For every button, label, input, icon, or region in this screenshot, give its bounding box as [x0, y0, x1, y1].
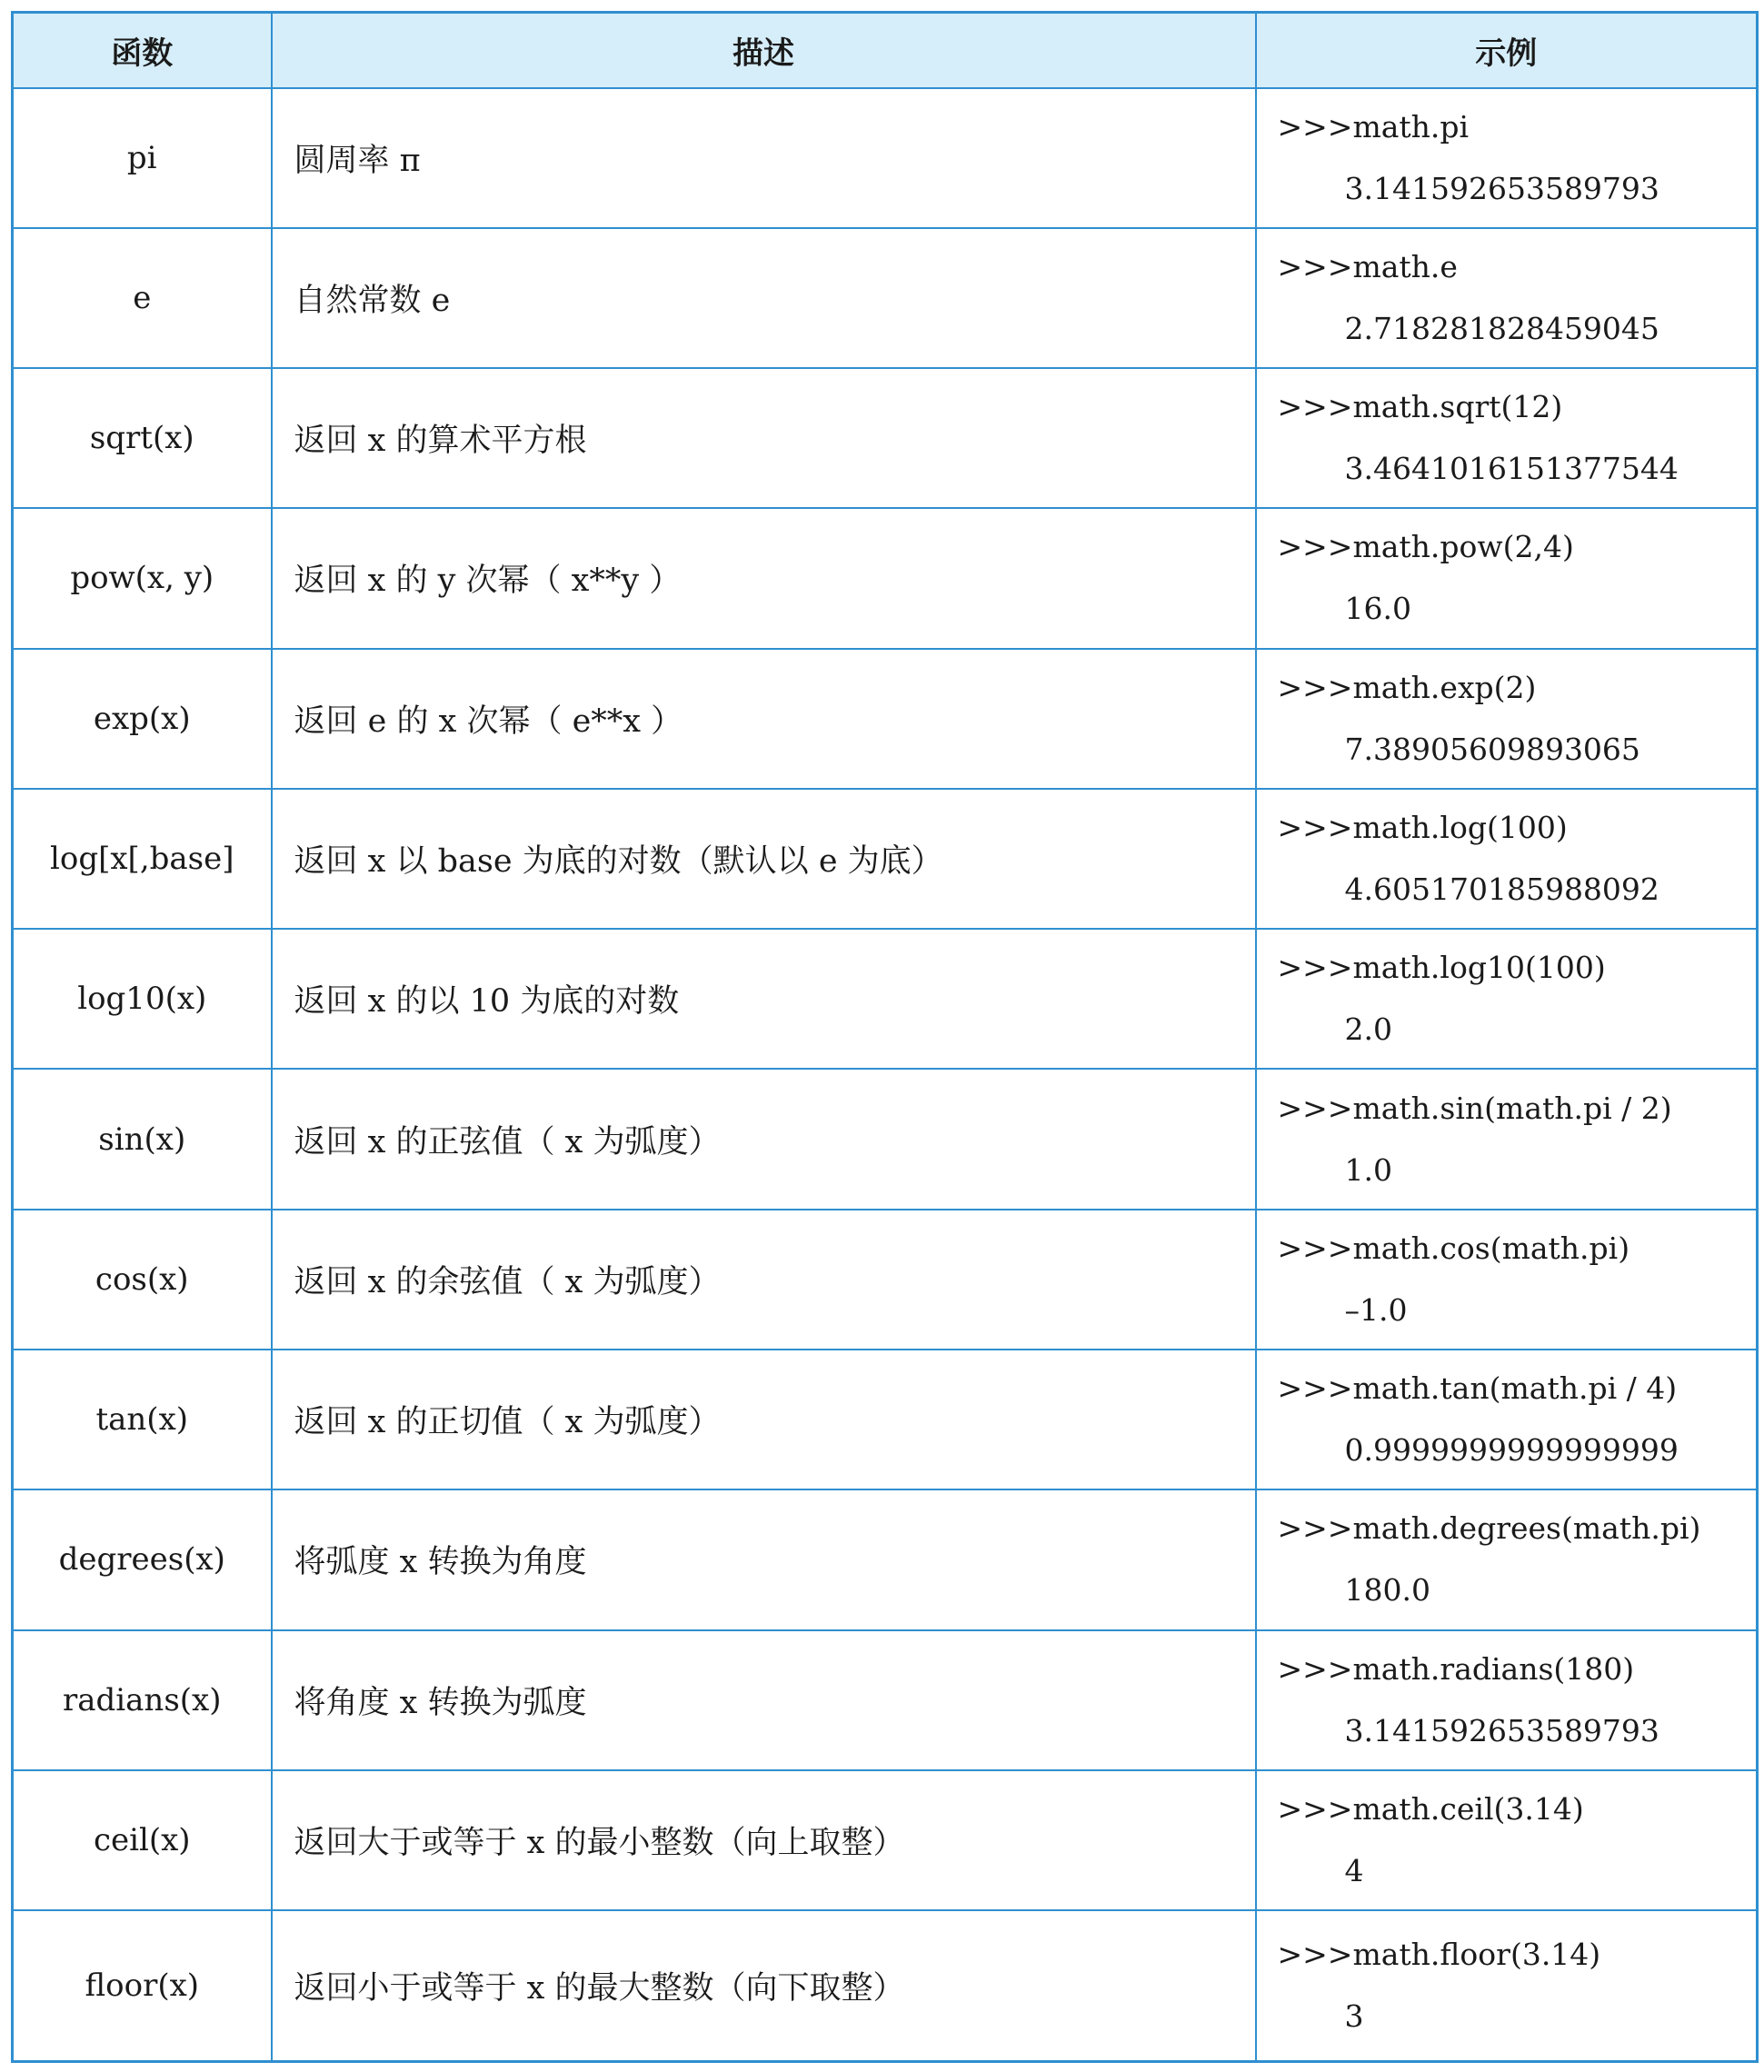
example-code: >>>math.log10(100) [1277, 950, 1606, 986]
table-body [13, 88, 1758, 2062]
function-name-cell: e [13, 228, 272, 368]
function-name-cell: degrees(x) [13, 1489, 272, 1629]
description-cell: 自然常数 e [272, 228, 1256, 368]
table-row [13, 1489, 1758, 1629]
table-row [13, 1350, 1758, 1489]
example-code: >>>math.exp(2) [1277, 669, 1537, 705]
function-name-cell: radians(x) [13, 1630, 272, 1770]
example-result: 16.0 [1344, 591, 1411, 627]
example-cell [1256, 1210, 1758, 1350]
table-header-row [13, 13, 1758, 88]
function-name-cell: floor(x) [13, 1910, 272, 2061]
table-row [13, 789, 1758, 929]
example-result: 3.141592653589793 [1344, 170, 1659, 206]
example-cell [1256, 1770, 1758, 1910]
example-result: 2.0 [1344, 1011, 1392, 1048]
example-result: 3.4641016151377544 [1344, 451, 1679, 487]
example-result: 7.38905609893065 [1344, 731, 1640, 767]
example-cell [1256, 929, 1758, 1069]
example-code: >>>math.radians(180) [1277, 1650, 1635, 1687]
table-row [13, 1910, 1758, 2061]
example-code: >>>math.pow(2,4) [1277, 529, 1574, 565]
function-name-cell: ceil(x) [13, 1770, 272, 1910]
description-cell: 返回 x 的正弦值（ x 为弧度） [272, 1069, 1256, 1209]
example-code: >>>math.floor(3.14) [1277, 1937, 1601, 1973]
example-code: >>>math.cos(math.pi) [1277, 1230, 1630, 1266]
function-name-cell: sin(x) [13, 1069, 272, 1209]
example-cell [1256, 1069, 1758, 1209]
function-name-cell: log10(x) [13, 929, 272, 1069]
example-cell [1256, 228, 1758, 368]
example-code: >>>math.log(100) [1277, 810, 1568, 846]
description-cell: 返回小于或等于 x 的最大整数（向下取整） [272, 1910, 1256, 2061]
example-code: >>>math.tan(math.pi / 4) [1277, 1370, 1678, 1407]
function-name-cell: cos(x) [13, 1210, 272, 1350]
description-cell: 将弧度 x 转换为角度 [272, 1489, 1256, 1629]
description-cell: 返回 x 的以 10 为底的对数 [272, 929, 1256, 1069]
example-result: 3 [1344, 1998, 1364, 2035]
example-result: 4 [1344, 1853, 1364, 1889]
header-example: 示例 [1256, 13, 1758, 88]
example-cell [1256, 1350, 1758, 1489]
example-result: 0.9999999999999999 [1344, 1432, 1679, 1469]
example-code: >>>math.ceil(3.14) [1277, 1791, 1584, 1828]
description-cell: 返回 x 的 y 次幂（ x**y ） [272, 508, 1256, 648]
function-name-cell: log[x[,base] [13, 789, 272, 929]
function-name-cell: exp(x) [13, 649, 272, 789]
description-cell: 返回 e 的 x 次幂（ e**x ） [272, 649, 1256, 789]
description-cell: 返回 x 的正切值（ x 为弧度） [272, 1350, 1256, 1489]
example-cell [1256, 649, 1758, 789]
description-cell: 圆周率 π [272, 88, 1256, 228]
table-row [13, 929, 1758, 1069]
function-name-cell: pi [13, 88, 272, 228]
example-result: 4.605170185988092 [1344, 872, 1659, 908]
example-result: 1.0 [1344, 1151, 1392, 1188]
table-row [13, 1770, 1758, 1910]
example-cell [1256, 508, 1758, 648]
description-cell: 返回大于或等于 x 的最小整数（向上取整） [272, 1770, 1256, 1910]
example-cell [1256, 1630, 1758, 1770]
table-row [13, 1630, 1758, 1770]
example-code: >>>math.e [1277, 248, 1458, 284]
example-code: >>>math.pi [1277, 108, 1470, 144]
description-cell: 返回 x 以 base 为底的对数（默认以 e 为底） [272, 789, 1256, 929]
header-function: 函数 [13, 13, 272, 88]
example-code: >>>math.sqrt(12) [1277, 389, 1563, 425]
function-name-cell: tan(x) [13, 1350, 272, 1489]
function-name-cell: sqrt(x) [13, 368, 272, 508]
example-result: 3.141592653589793 [1344, 1712, 1659, 1748]
example-code: >>>math.degrees(math.pi) [1277, 1510, 1701, 1547]
math-functions-table [11, 11, 1759, 2063]
table-row [13, 228, 1758, 368]
example-result: 2.718281828459045 [1344, 310, 1659, 346]
description-cell: 将角度 x 转换为弧度 [272, 1630, 1256, 1770]
example-cell [1256, 789, 1758, 929]
table-row [13, 508, 1758, 648]
example-result: –1.0 [1344, 1291, 1408, 1328]
function-name-cell: pow(x, y) [13, 508, 272, 648]
table-row [13, 1069, 1758, 1209]
example-cell [1256, 368, 1758, 508]
table-row [13, 649, 1758, 789]
description-cell: 返回 x 的算术平方根 [272, 368, 1256, 508]
example-result: 180.0 [1344, 1572, 1430, 1609]
example-cell [1256, 88, 1758, 228]
description-cell: 返回 x 的余弦值（ x 为弧度） [272, 1210, 1256, 1350]
header-description: 描述 [272, 13, 1256, 88]
example-cell [1256, 1910, 1758, 2061]
example-code: >>>math.sin(math.pi / 2) [1277, 1090, 1672, 1126]
table-row [13, 1210, 1758, 1350]
table-row [13, 368, 1758, 508]
table-row [13, 88, 1758, 228]
example-cell [1256, 1489, 1758, 1629]
